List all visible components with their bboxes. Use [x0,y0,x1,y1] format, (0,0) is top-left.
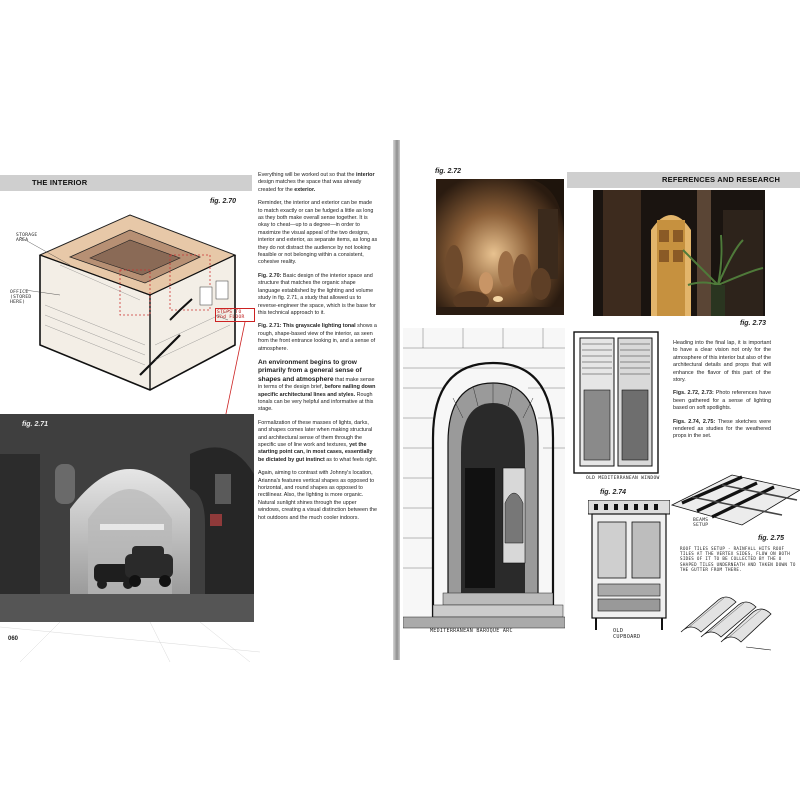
sketch-roof-tiles [676,582,776,652]
sketch-beams-setup [662,455,800,535]
figs-2-72-2-73-paragraph: Figs. 2.72, 2.73: Photo references have been gathered for a sense of lighting based on soft spotlights. [673,390,771,412]
grayscale-lighting-tonal [0,414,254,622]
section-title: THE INTERIOR [32,178,88,187]
perspective-grid [0,622,260,662]
figs-2-74-2-75-paragraph: Figs. 2.74, 2.75: These sketches were rendered as studies for the weathered props in the set. [673,418,771,440]
figure-label-2-70: fig. 2.70 [210,198,237,205]
intro-paragraph: Everything will be worked out so that the interior design matches the space that was already created for the exterior. [258,172,375,193]
section-header-the-interior [0,175,252,191]
note-beams-setup: BEAMS SETUP [693,518,709,528]
sketch-baroque-arc [403,328,565,636]
fig-2-70-paragraph: Fig. 2.70: Basic design of the interior space and structure that matches the organic shape language established by the lighting and volume study in fig. 2.71, a study that allowed us to reverse-engineer the space, which is the base for this technical approach to it. [258,272,376,316]
figure-label-2-71: fig. 2.71 [22,421,49,428]
formalization-paragraph: Formalization of these masses of lights, darks, and shapes comes later when making structural and architectural sense of them through the specific use of line work and textures, yet the starting point can, in most cases, essentially be dictated by gut instinct as to what feels right. [258,419,378,463]
reminder-paragraph: Reminder, the interior and exterior can be made to match exactly or can be fudged a little as long as they both make overall sense together. It is okay to cheat—up to a degree—in order to maximize the visual appeal of the two designs, interior and exterior, as separate items, as long as they do not distract the audience by not looking feasible or not belonging within a consistent, cohesive reality. [258,200,378,266]
left-text-column [258,172,378,528]
note-steps-to-2nd-floor: STEPS TO 2nd FLOOR [215,308,255,322]
photo-courtyard-palm [593,190,765,316]
page-number: 060 [8,636,19,642]
fig-2-71-paragraph: Fig. 2.71: This grayscale lighting tonal shows a rough, shape-based view of the interior, as seen from the front entrance looking in, and a sense of atmosphere. [258,323,377,352]
left-page [0,0,393,800]
right-page [400,0,800,800]
final-lap-paragraph: Heading into the final lap, it is important to have a clear vision not only for the atmosphere of this interior but also of the architectural details and props that will enhance the flavor of this part of the story. [673,340,771,384]
figure-label-2-75: fig. 2.75 [758,535,785,542]
figure-label-2-73: fig. 2.73 [740,320,767,327]
tonal-painting [0,414,254,622]
photo-cellar-jars [436,179,564,315]
right-text-column [673,340,771,447]
note-roof-tiles: ROOF TILES SETUP - RAINFALL HITS ROOF TILES AT THE VERTEX SIDES, FLOW ON BOTH SIDES OF IT TO BE COLLECTED BY THE U SHAPED TILES UNDERNEATH AND TAKEN DOWN TO THE GUTTER FROM THERE. [680,546,796,572]
figure-label-2-72: fig. 2.72 [435,168,462,175]
figure-label-2-74: fig. 2.74 [600,489,627,496]
contrast-paragraph: Again, aiming to contrast with Johnny's location, Arianna's features vertical shapes as opposed to horizontal, and round shapes as opposed to rectilinear. Also, the lighting is more organic. Natural sunlight shines through the upper windows, creating a visual distinction between the hot outdoors and the much cooler indoors. [258,470,377,521]
note-office: OFFICE (STORED HERE) [10,290,32,305]
note-old-window: OLD MEDITERRANEAN WINDOW [586,476,660,481]
sketch-old-window [572,330,660,475]
note-storage-area: STORAGE AREA [16,233,38,243]
note-baroque-arc: MEDITERRANEAN BAROQUE ARC [430,628,513,634]
note-old-cupboard: OLD CUPBOARD [613,628,641,640]
sketch-old-cupboard [588,500,670,632]
section-title: REFERENCES AND RESEARCH [662,175,781,184]
section-header-references-and-research [567,172,800,188]
environment-paragraph: An environment begins to grow primarily from a general sense of shapes and atmosphere that make sense in terms of the design brief, before nailing down specific architectural lines and styles. Rough tonals can be very helpful and informative at this stage. [258,358,376,413]
